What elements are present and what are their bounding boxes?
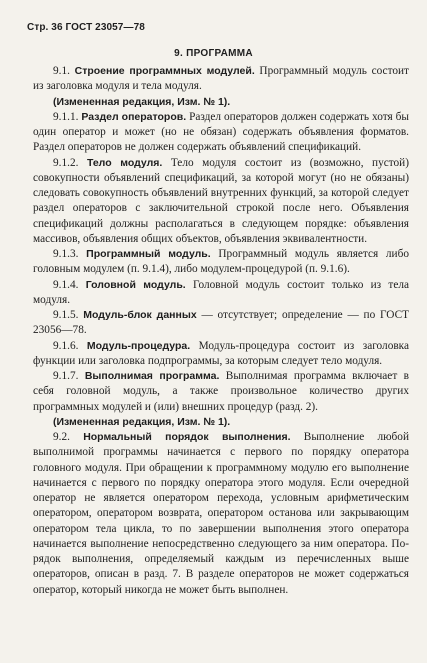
- paragraph-text: Выполнение любой выполнимой программы начинается с первого по порядку оператора головного модуля. При обращении к программному модулю его выполнение начинается с первого по порядку оператора этого модуля. Если очередной оператор не является оператором перехода, условным арифметическим оператором, оператором возврата, оператором останова или закрывающим оператором тела цикла, то по завершении выполнения этого оператора начинается выполнение непосредственно следующего за ним оператора. Порядок выполнения, определяемый каждым из перечисленных выше операторов, описан в разд. 7. В разделе операторов не может содержаться оператор, который никогда не может быть выполнен.: [33, 431, 410, 596]
- paragraph: [33, 110, 409, 156]
- paragraph: [33, 430, 409, 598]
- paragraph: [33, 369, 409, 415]
- paragraph-number: 9.1.7.: [53, 370, 79, 382]
- paragraph-number: 9.1.4.: [53, 278, 79, 291]
- paragraph-text: Тело модуля состоит из (возможно, пустой) совокупности объявлений спецификаций, за которой могут (но не обязаны) следовать совокупность объявлений внутренних функций, за которой следует раздел операторов с заключительной строкой после него. Объявления спецификаций должны располагаться в следующем порядке: объявления массивов, объявления общих объектов, объявления эквивалентности.: [33, 156, 409, 245]
- paragraph-number: 9.1.1.: [53, 110, 79, 123]
- paragraph-term: Тело модуля.: [86, 156, 163, 169]
- paragraph-term: Нормальный порядок выполнения.: [83, 431, 291, 443]
- revision-note: (Измененная редакция, Изм. № 1).: [53, 95, 231, 108]
- page-header: Стр. 36 ГОСТ 23057—78: [27, 22, 145, 33]
- revision-note: (Измененная редакция, Изм. № 1).: [53, 415, 231, 428]
- paragraph: [33, 339, 409, 370]
- paragraph-term: Строение программных модулей.: [74, 65, 255, 77]
- paragraph-term: Модуль-блок данных: [83, 309, 197, 321]
- paragraph: [33, 64, 409, 95]
- paragraph-term: Программный модуль.: [86, 248, 211, 260]
- paragraph: [33, 247, 409, 278]
- paragraph-text: Программный модуль является либо головным модулем (п. 9.1.4), либо модулем-процедурой (п. 9.1.6).: [33, 248, 409, 276]
- paragraph-text: Головной модуль состоит только из тела модуля.: [33, 278, 409, 306]
- paragraph-number: 9.2.: [53, 431, 70, 443]
- paragraph-number: 9.1.6.: [53, 339, 79, 352]
- paragraph-number: 9.1.5.: [53, 309, 79, 321]
- paragraph-number: 9.1.2.: [53, 156, 79, 169]
- paragraph-text: Программный модуль состоит из заголовка модуля и тела модуля.: [33, 65, 409, 93]
- paragraph-term: Выполнимая программа.: [84, 370, 220, 382]
- paragraph: [33, 308, 409, 339]
- paragraph-text: Раздел операторов должен содержать хотя бы один оператор и может (но не обязан) содержать объявления форматов. Раздел операторов не должен содержать объявлений спецификаций.: [33, 110, 409, 154]
- paragraph: [33, 156, 409, 248]
- paragraph-term: Головной модуль.: [85, 278, 186, 291]
- paragraph: [33, 278, 409, 309]
- paragraph-text: Выполнимая программа включает в себя головной модуль, а также произвольное количество других программных модулей и (или) внешних процедур (разд. 2).: [33, 370, 409, 413]
- paragraph-term: Модуль-процедура.: [86, 339, 191, 352]
- section-title: 9. ПРОГРАММА: [174, 48, 253, 59]
- paragraph-text: Модуль-процедура состоит из заголовка функции или заголовка подпрограммы, за которым следует тело модуля.: [33, 339, 410, 367]
- paragraph-term: Раздел операторов.: [81, 110, 187, 123]
- paragraph-text: — отсутствует; определение — по ГОСТ 23056—78.: [33, 309, 410, 337]
- paragraph-number: 9.1.3.: [53, 248, 79, 260]
- document-body: [33, 64, 409, 598]
- paragraph-number: 9.1.: [53, 65, 70, 77]
